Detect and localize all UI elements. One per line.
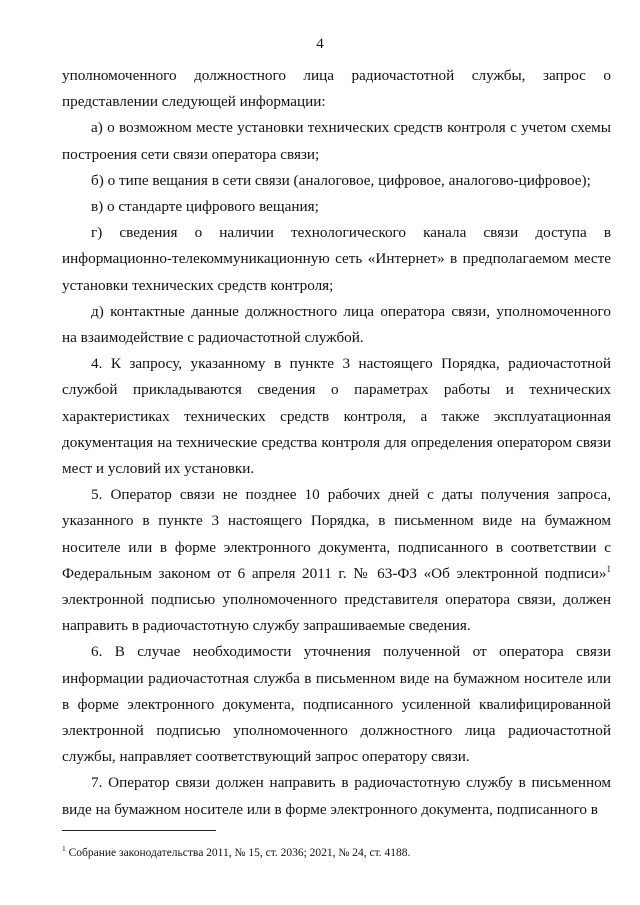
list-item-g: г) сведения о наличии технологического канала связи доступа в информационно-телекоммуникационную сеть «Интернет» в предполагаемом месте установки технических средств контроля;	[62, 224, 611, 294]
body-text	[62, 63, 611, 823]
footnote-mark: 1	[62, 844, 66, 854]
paragraph-4: 4. К запросу, указанному в пункте 3 настоящего Порядка, радиочастотной службой прикладываются сведения о параметрах работы и технических характеристиках технических средств контроля, а также эксплуатационная документация на технические средства контроля для определения оператором связи мест и условий их установки.	[62, 355, 611, 478]
paragraph-intro: уполномоченного должностного лица радиочастотной службы, запрос о представлении следующей информации:	[62, 67, 611, 111]
paragraph-5-text-after-note: электронной подписью уполномоченного представителя оператора связи, должен направить в радиочастотную службу запрашиваемые сведения.	[62, 591, 611, 635]
paragraph-7: 7. Оператор связи должен направить в радиочастотную службу в письменном виде на бумажном носителе или в форме электронного документа, подписанного в	[62, 774, 611, 818]
list-item-b: б) о типе вещания в сети связи (аналоговое, цифровое, аналогово-цифровое);	[91, 171, 591, 189]
footnote-reference[interactable]: 1	[606, 563, 611, 574]
list-item-v: в) о стандарте цифрового вещания;	[91, 198, 319, 216]
footnote	[62, 846, 611, 860]
paragraph-5	[62, 482, 611, 639]
paragraph-5-text-before-note: 5. Оператор связи не позднее 10 рабочих дней с даты получения запроса, указанного в пункте 3 настоящего Порядка, в письменном виде на бумажном носителе или в форме электронного документа, подписанного в соответствии с Федеральным законом от 6 апреля 2011 г. № 63-ФЗ «Об электронной подписи»	[62, 486, 611, 582]
page-number: 4	[316, 36, 324, 52]
list-item-a: а) о возможном месте установки технических средств контроля с учетом схемы построения сети связи оператора связи;	[62, 119, 611, 163]
list-item-d: д) контактные данные должностного лица оператора связи, уполномоченного на взаимодействие с радиочастотной службой.	[62, 302, 611, 347]
paragraph-6: 6. В случае необходимости уточнения полученной от оператора связи информации радиочастотная служба в письменном виде на бумажном носителе или в форме электронного документа, подписанного усиленной квалифицированной электронной подписью уполномоченного должностного лица радиочастотной службы, направляет соответствующий запрос оператору связи.	[62, 643, 611, 766]
footnote-text: Собрание законодательства 2011, № 15, ст. 2036; 2021, № 24, ст. 4188.	[65, 847, 411, 859]
footnote-separator	[62, 830, 216, 831]
